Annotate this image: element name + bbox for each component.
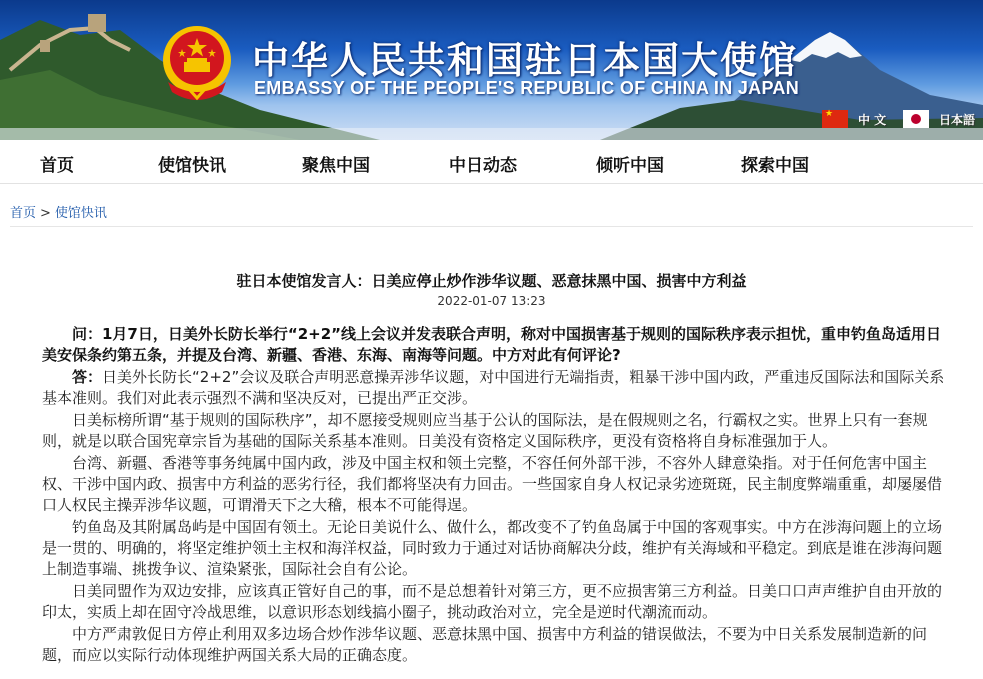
breadcrumb-home-link[interactable]: 首页 (10, 206, 37, 221)
nav-item-listen-china[interactable]: 倾听中国 (596, 156, 664, 176)
breadcrumb-current-link[interactable]: 使馆快讯 (54, 206, 107, 221)
site-title-chinese: 中华人民共和国驻日本国大使馆 (252, 39, 798, 82)
nav-item-china-japan[interactable]: 中日动态 (449, 156, 517, 176)
national-emblem-icon (158, 22, 236, 104)
article-title: 驻日本使馆发言人：日美应停止炒作涉华议题、恶意抹黑中国、损害中方利益 (236, 272, 747, 290)
article-date: 2022-01-07 13:23 (437, 294, 546, 308)
article-paragraph: 中方严肃敦促日方停止利用双多边场合炒作涉华议题、恶意抹黑中国、损害中方利益的错误做法，不要为中日关系发展制造新的问题，而应以实际行动体现维护两国关系大局的正确态度。 (42, 625, 928, 664)
nav-item-focus-china[interactable]: 聚焦中国 (302, 156, 370, 176)
article-question (42, 324, 952, 366)
article-answer (42, 367, 952, 409)
article-paragraph: 台湾、新疆、香港等事务纯属中国内政，涉及中国主权和领土完整，不容任何外部干涉，不容外人肆意染指。对于任何危害中国主权、干涉中国内政、损害中方利益的恶劣行径，我们都将坚决有力回击。一些国家自身人权记录劣迹斑斑，民主制度弊端重重，却屡屡借口人权民主操弄涉华议题，可谓滑天下之大稽，根本不可能得逞。 (42, 454, 943, 514)
lang-chinese-label: 中 文 (858, 112, 887, 127)
article-paragraph: 日美标榜所谓“基于规则的国际秩序”，却不愿接受规则应当基于公认的国际法，是在假规则之名，行霸权之实。世界上只有一套规则，就是以联合国宪章宗旨为基础的国际关系基本准则。日美没有资格定义国际秩序，更没有资格将自身标准强加于人。 (42, 411, 928, 450)
question-text: 问：1月7日，日美外长防长举行“2+2”线上会议并发表联合声明，称对中国损害基于规则的国际秩序表示担忧，重申钓鱼岛适用日美安保条约第五条，并提及台湾、新疆、香港、东海、南海等问题。中方对此有何评论? (42, 325, 942, 364)
answer-text: 日美外长防长“2+2”会议及联合声明恶意操弄涉华议题，对中国进行无端指责，粗暴干涉中国内政，严重违反国际法和国际关系基本准则。我们对此表示强烈不满和坚决反对，已提出严正交涉。 (42, 368, 945, 407)
answer-label: 答： (72, 368, 103, 386)
breadcrumb-separator: > (40, 206, 51, 221)
breadcrumb-divider (10, 226, 973, 227)
lang-switch-chinese[interactable] (822, 110, 886, 128)
lang-japanese-label: 日本語 (939, 112, 976, 127)
header-banner (0, 0, 983, 140)
china-flag-icon (822, 110, 848, 128)
site-title-english: EMBASSY OF THE PEOPLE'S REPUBLIC OF CHINA IN JAPAN (254, 78, 800, 98)
japan-flag-icon (903, 110, 929, 128)
nav-item-embassy-news[interactable]: 使馆快讯 (158, 156, 226, 176)
article-paragraph: 钓鱼岛及其附属岛屿是中国固有领土。无论日美说什么、做什么，都改变不了钓鱼岛属于中国的客观事实。中方在涉海问题上的立场是一贯的、明确的，将坚定维护领土主权和海洋权益，同时致力于通过对话协商解决分歧，维护有关海域和平稳定。到底是谁在涉海问题上制造事端、挑拨争议、渲染紧张，国际社会自有公论。 (42, 518, 943, 578)
nav-item-home[interactable]: 首页 (40, 156, 74, 176)
breadcrumb (10, 202, 107, 221)
nav-item-explore-china[interactable]: 探索中国 (741, 156, 809, 176)
lang-switch-japanese[interactable] (903, 110, 975, 128)
main-nav (0, 140, 983, 184)
article-paragraph: 日美同盟作为双边安排，应该真正管好自己的事，而不是总想着针对第三方，更不应损害第三方利益。日美口口声声维护自由开放的印太，实质上却在固守冷战思维，以意识形态划线搞小圈子，挑动政治对立，完全是逆时代潮流而动。 (42, 582, 943, 621)
article-body (42, 324, 952, 667)
